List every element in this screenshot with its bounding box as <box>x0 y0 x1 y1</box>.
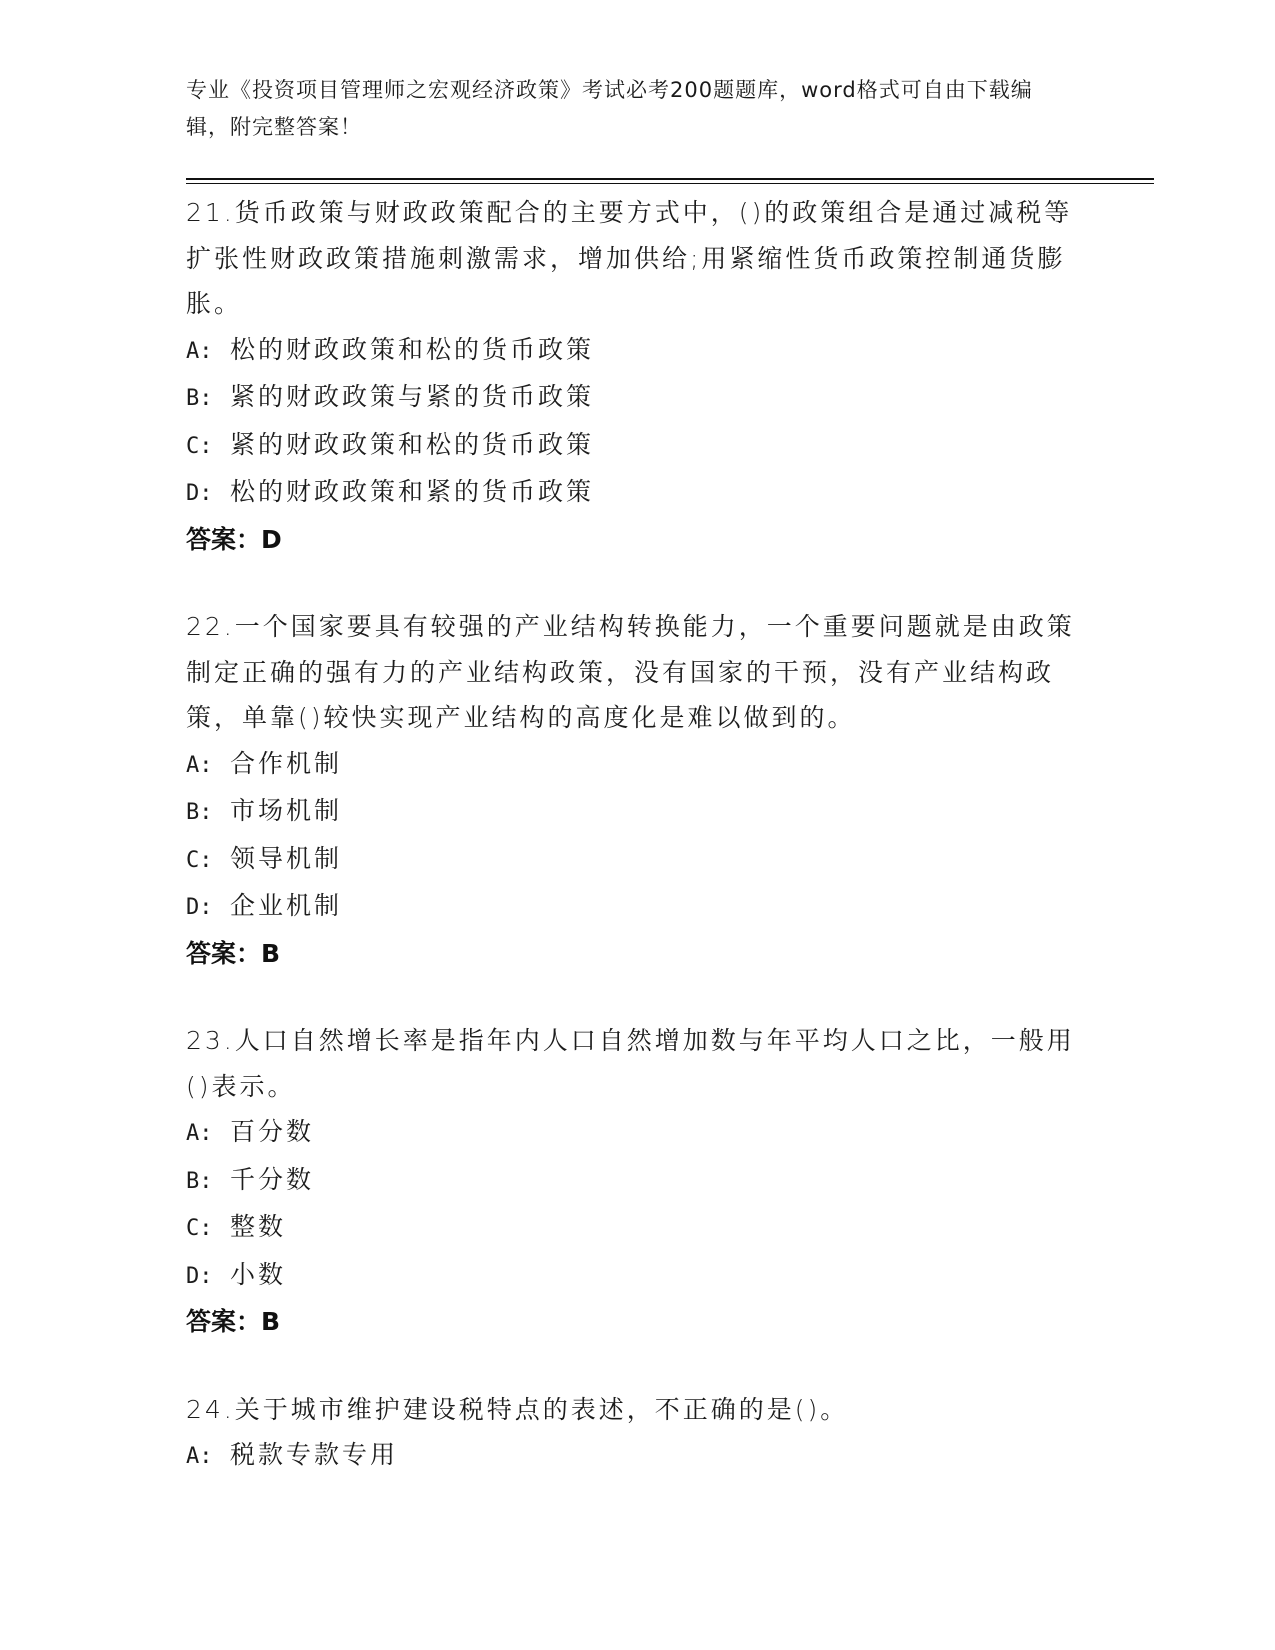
option-letter: B: <box>186 1168 213 1194</box>
option-a <box>186 741 1086 789</box>
question-24 <box>186 1387 1086 1480</box>
answer-line: 答案：D <box>186 524 282 554</box>
option-letter: D: <box>186 1263 213 1289</box>
option-text: 整数 <box>230 1212 287 1241</box>
option-text: 紧的财政政策与紧的货币政策 <box>230 382 595 411</box>
option-text: 百分数 <box>230 1117 315 1146</box>
option-letter: B: <box>186 386 213 411</box>
document-header: 专业《投资项目管理师之宏观经济政策》考试必考200题题库，word格式可自由下载编辑，附完整答案！ <box>186 78 1033 139</box>
option-c <box>186 422 1086 470</box>
option-letter: C: <box>186 1216 213 1241</box>
option-d <box>186 1252 1086 1300</box>
option-text: 松的财政政策和紧的货币政策 <box>230 477 595 506</box>
question-21 <box>186 190 1086 562</box>
question-text: 22.一个国家要具有较强的产业结构转换能力，一个重要问题就是由政策制定正确的强有力的产业结构政策，没有国家的干预，没有产业结构政策，单靠()较快实现产业结构的高度化是难以做到的。 <box>186 612 1075 732</box>
option-d <box>186 883 1086 931</box>
question-23 <box>186 1018 1086 1345</box>
option-letter: D: <box>186 481 213 506</box>
question-list <box>186 190 1086 1522</box>
option-text: 紧的财政政策和松的货币政策 <box>230 429 595 459</box>
question-text: 24.关于城市维护建设税特点的表述，不正确的是()。 <box>186 1394 849 1424</box>
question-22 <box>186 604 1086 976</box>
option-text: 松的财政政策和松的货币政策 <box>230 334 595 364</box>
option-a <box>186 327 1086 375</box>
option-letter: C: <box>186 847 213 873</box>
option-text: 税款专款专用 <box>230 1440 399 1469</box>
option-b <box>186 788 1086 836</box>
option-letter: A: <box>186 1121 213 1146</box>
option-text: 千分数 <box>230 1164 315 1194</box>
option-letter: A: <box>186 752 213 778</box>
option-letter: D: <box>186 895 213 920</box>
option-letter: C: <box>186 433 213 459</box>
option-c <box>186 836 1086 884</box>
question-text: 23.人口自然增长率是指年内人口自然增加数与年平均人口之比，一般用()表示。 <box>186 1026 1075 1101</box>
option-b <box>186 1157 1086 1205</box>
answer-line: 答案：B <box>186 938 281 968</box>
header-divider-thin <box>186 183 1154 184</box>
option-text: 小数 <box>230 1259 287 1289</box>
header-divider-thick <box>186 178 1154 180</box>
option-letter: A: <box>186 338 213 364</box>
option-text: 领导机制 <box>230 843 343 873</box>
option-d <box>186 469 1086 517</box>
option-b <box>186 374 1086 422</box>
option-text: 企业机制 <box>230 891 343 920</box>
option-letter: A: <box>186 1444 213 1469</box>
option-text: 合作机制 <box>230 748 343 778</box>
option-a <box>186 1432 1086 1480</box>
option-c <box>186 1204 1086 1252</box>
option-text: 市场机制 <box>230 796 343 825</box>
answer-line: 答案：B <box>186 1307 281 1336</box>
option-letter: B: <box>186 800 213 825</box>
question-text: 21.货币政策与财政政策配合的主要方式中，()的政策组合是通过减税等扩张性财政政策措施刺激需求，增加供给;用紧缩性货币政策控制通货膨胀。 <box>186 198 1073 318</box>
option-a <box>186 1109 1086 1157</box>
